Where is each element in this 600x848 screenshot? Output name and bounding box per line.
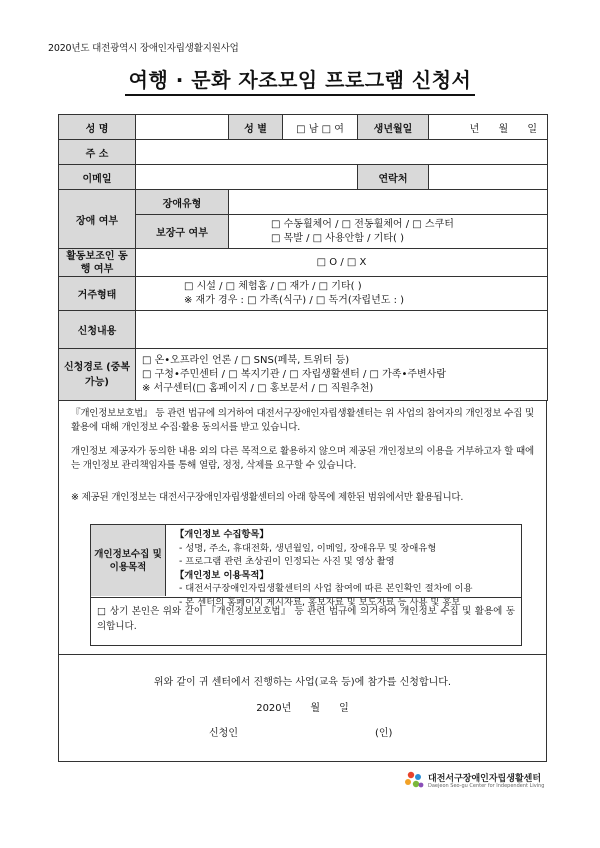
- birth-field[interactable]: 년 월 일: [429, 115, 548, 140]
- name-label: 성 명: [59, 115, 136, 140]
- aid-options-line-2: □ 목발 / □ 사용안함 / 기타( ): [271, 232, 404, 244]
- org-subtitle: Daejeon Seo-gu Center for Independent Living: [428, 783, 545, 789]
- content-label: 신청내용: [59, 311, 136, 349]
- privacy-consent-section: [58, 400, 547, 762]
- consent-row: [91, 597, 521, 646]
- residence-options-line-1: □ 시설 / □ 체험홈 / □ 재가 / □ 기타( ): [184, 280, 362, 292]
- route-options-line-1: □ 온•오프라인 언론 / □ SNS(페북, 트위터 등): [142, 354, 350, 366]
- aid-label: 보장구 여부: [136, 215, 229, 249]
- section-divider: [59, 654, 546, 655]
- application-form-table: [58, 114, 548, 401]
- privacy-paragraph-1: 『개인정보보호법』 등 관련 법규에 의거하여 대전서구장애인자립생활센터는 위 사업의 참여자의 개인정보 수집 및 활용에 대해 개인정보 수집·활용 동의서를 받고 있습니다.: [71, 408, 534, 433]
- disability-type-label: 장애유형: [136, 190, 229, 215]
- privacy-paragraph-2: 개인정보 제공자가 동의한 내용 외의 다른 목적으로 활용하지 않으며 제공된 개인정보의 이용을 거부하고자 할 때에는 개인정보 관리책임자를 통해 열람, 정정, 삭제를 요구할 수 있습니다.: [71, 446, 534, 471]
- purpose-heading: 【개인정보 이용목적】: [175, 569, 269, 581]
- gender-label: 성 별: [229, 115, 283, 140]
- purpose-line-1: - 대전서구장애인자립생활센터의 사업 참여에 따른 본인확인 절차에 이용: [179, 583, 473, 594]
- page-title-text: 여행 · 문화 자조모임 프로그램 신청서: [125, 68, 476, 96]
- route-options[interactable]: [136, 349, 548, 401]
- address-field[interactable]: [136, 140, 548, 165]
- route-options-line-2: □ 구청•주민센터 / □ 복지기관 / □ 자립생활센터 / □ 가족•주변사람: [142, 368, 447, 380]
- assistant-label: 활동보조인 동행 여부: [59, 249, 136, 277]
- seal-mark[interactable]: (인): [375, 728, 393, 739]
- email-field[interactable]: [136, 165, 358, 190]
- content-field[interactable]: [136, 311, 548, 349]
- org-logo-icon: [402, 768, 426, 792]
- disability-label: 장애 여부: [59, 190, 136, 249]
- org-logo: [402, 768, 545, 792]
- apply-date[interactable]: 2020년 월 일: [256, 703, 349, 714]
- disability-type-field[interactable]: [229, 190, 548, 215]
- org-name: 대전서구장애인자립생활센터: [428, 774, 542, 784]
- gender-options[interactable]: □ 남 □ 여: [283, 115, 358, 140]
- page-title: [0, 64, 600, 93]
- top-note: 2020년도 대전광역시 장애인자립생활지원사업: [48, 43, 239, 54]
- applicant-label: 신청인: [209, 728, 238, 739]
- items-line-2: - 프로그램 관련 초상권이 인정되는 사진 및 영상 촬영: [179, 556, 395, 567]
- privacy-box: [90, 524, 522, 646]
- residence-options-line-2: ※ 재가 경우 : □ 가족(식구) / □ 독거(자립년도 : ): [184, 294, 405, 306]
- name-field[interactable]: [136, 115, 229, 140]
- contact-field[interactable]: [429, 165, 548, 190]
- email-label: 이메일: [59, 165, 136, 190]
- privacy-box-label: 개인정보수집 및 이용목적: [91, 525, 166, 596]
- assistant-options[interactable]: □ O / □ X: [136, 249, 548, 277]
- residence-options[interactable]: [136, 277, 548, 311]
- aid-options-line-1: □ 수동휠체어 / □ 전동휠체어 / □ 스쿠터: [271, 218, 454, 230]
- consent-checkbox-text[interactable]: □ 상기 본인은 위와 같이 『개인정보보호법』 등 관련 법규에 의거하여 개인정보 수집 및 활용에 동의합니다.: [97, 606, 515, 632]
- items-line-1: - 성명, 주소, 휴대전화, 생년월일, 이메일, 장애유무 및 장애유형: [179, 542, 437, 554]
- privacy-paragraph-3: ※ 제공된 개인정보는 대전서구장애인자립생활센터의 아래 항목에 제한된 범위에서만 활용됩니다.: [71, 492, 464, 503]
- route-options-line-3: ※ 서구센터(□ 홈페이지 / □ 홍보문서 / □ 직원추천): [142, 382, 374, 394]
- residence-label: 거주형태: [59, 277, 136, 311]
- apply-statement: 위와 같이 귀 센터에서 진행하는 사업(교육 등)에 참가를 신청합니다.: [153, 677, 452, 688]
- contact-label: 연락처: [358, 165, 429, 190]
- aid-options[interactable]: [229, 215, 548, 249]
- birth-label: 생년월일: [358, 115, 429, 140]
- address-label: 주 소: [59, 140, 136, 165]
- items-heading: 【개인정보 수집항목】: [175, 529, 269, 540]
- route-label: 신청경로 (중복가능): [59, 349, 136, 401]
- purpose-line-2: - 본 센터의 홈페이지 게시자료, 홍보자료 및 보도자료 등 사용 및 홍보: [179, 596, 461, 608]
